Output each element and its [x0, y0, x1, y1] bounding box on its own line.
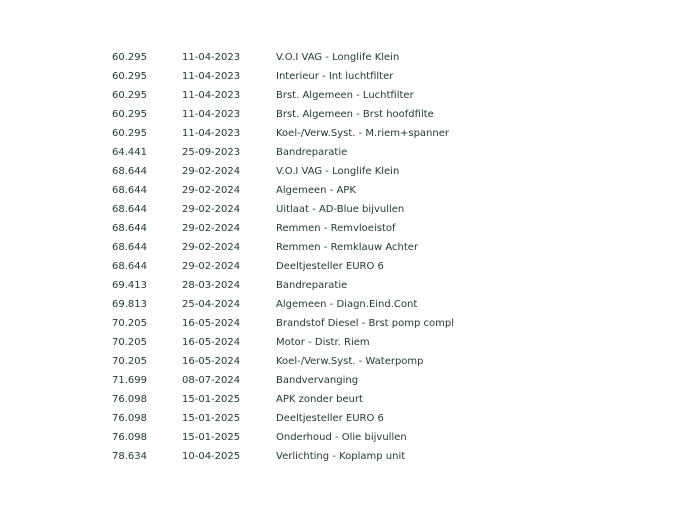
mileage-cell: 69.813	[112, 299, 147, 310]
date-cell: 16-05-2024	[182, 337, 241, 348]
mileage-cell: 68.644	[112, 185, 147, 196]
description-cell: Deeltjesteller EURO 6	[276, 413, 384, 424]
history-row	[112, 67, 672, 86]
date-cell: 15-01-2025	[182, 394, 241, 405]
history-row	[112, 276, 672, 295]
description-cell: Interieur - Int luchtfilter	[276, 71, 394, 82]
mileage-cell: 78.634	[112, 451, 147, 462]
description-cell: Algemeen - Diagn.Eind.Cont	[276, 299, 418, 310]
date-cell: 11-04-2023	[182, 109, 241, 120]
history-row	[112, 105, 672, 124]
mileage-cell: 70.205	[112, 356, 147, 367]
mileage-cell: 64.441	[112, 147, 147, 158]
date-cell: 08-07-2024	[182, 375, 241, 386]
description-cell: V.O.I VAG - Longlife Klein	[276, 52, 400, 63]
date-cell: 16-05-2024	[182, 356, 241, 367]
history-row	[112, 428, 672, 447]
date-cell: 29-02-2024	[182, 242, 241, 253]
mileage-cell: 68.644	[112, 242, 147, 253]
date-cell: 25-09-2023	[182, 147, 241, 158]
description-cell: Koel-/Verw.Syst. - Waterpomp	[276, 356, 424, 367]
history-row	[112, 124, 672, 143]
date-cell: 10-04-2025	[182, 451, 241, 462]
date-cell: 29-02-2024	[182, 204, 241, 215]
mileage-cell: 68.644	[112, 204, 147, 215]
description-cell: V.O.I VAG - Longlife Klein	[276, 166, 400, 177]
description-cell: Brst. Algemeen - Luchtfilter	[276, 90, 414, 101]
date-cell: 11-04-2023	[182, 71, 241, 82]
date-cell: 11-04-2023	[182, 52, 241, 63]
date-cell: 28-03-2024	[182, 280, 241, 291]
mileage-cell: 68.644	[112, 223, 147, 234]
history-row	[112, 181, 672, 200]
mileage-cell: 76.098	[112, 413, 147, 424]
mileage-cell: 69.413	[112, 280, 147, 291]
date-cell: 11-04-2023	[182, 90, 241, 101]
date-cell: 16-05-2024	[182, 318, 241, 329]
history-row	[112, 48, 672, 67]
description-cell: Motor - Distr. Riem	[276, 337, 370, 348]
mileage-cell: 68.644	[112, 166, 147, 177]
mileage-cell: 60.295	[112, 90, 147, 101]
mileage-cell: 68.644	[112, 261, 147, 272]
history-row	[112, 238, 672, 257]
description-cell: Koel-/Verw.Syst. - M.riem+spanner	[276, 128, 449, 139]
mileage-cell: 71.699	[112, 375, 147, 386]
history-row	[112, 352, 672, 371]
description-cell: Remmen - Remklauw Achter	[276, 242, 419, 253]
date-cell: 15-01-2025	[182, 413, 241, 424]
date-cell: 29-02-2024	[182, 223, 241, 234]
description-cell: Uitlaat - AD-Blue bijvullen	[276, 204, 405, 215]
date-cell: 25-04-2024	[182, 299, 241, 310]
maintenance-history-list	[112, 48, 672, 466]
history-row	[112, 371, 672, 390]
history-row	[112, 143, 672, 162]
history-row	[112, 162, 672, 181]
description-cell: Bandreparatie	[276, 147, 348, 158]
mileage-cell: 70.205	[112, 318, 147, 329]
mileage-cell: 76.098	[112, 394, 147, 405]
description-cell: Verlichting - Koplamp unit	[276, 451, 406, 462]
mileage-cell: 60.295	[112, 109, 147, 120]
description-cell: Brandstof Diesel - Brst pomp compl	[276, 318, 454, 329]
description-cell: Bandreparatie	[276, 280, 348, 291]
history-row	[112, 295, 672, 314]
history-row	[112, 447, 672, 466]
history-row	[112, 257, 672, 276]
history-row	[112, 409, 672, 428]
date-cell: 29-02-2024	[182, 261, 241, 272]
history-row	[112, 333, 672, 352]
description-cell: Deeltjesteller EURO 6	[276, 261, 384, 272]
mileage-cell: 60.295	[112, 71, 147, 82]
date-cell: 11-04-2023	[182, 128, 241, 139]
history-row	[112, 86, 672, 105]
description-cell: Brst. Algemeen - Brst hoofdfilte	[276, 109, 434, 120]
mileage-cell: 60.295	[112, 52, 147, 63]
date-cell: 15-01-2025	[182, 432, 241, 443]
date-cell: 29-02-2024	[182, 185, 241, 196]
date-cell: 29-02-2024	[182, 166, 241, 177]
mileage-cell: 60.295	[112, 128, 147, 139]
description-cell: Algemeen - APK	[276, 185, 356, 196]
history-row	[112, 314, 672, 333]
description-cell: APK zonder beurt	[276, 394, 363, 405]
description-cell: Remmen - Remvloeistof	[276, 223, 396, 234]
history-row	[112, 219, 672, 238]
description-cell: Bandvervanging	[276, 375, 359, 386]
description-cell: Onderhoud - Olie bijvullen	[276, 432, 407, 443]
history-row	[112, 390, 672, 409]
mileage-cell: 76.098	[112, 432, 147, 443]
mileage-cell: 70.205	[112, 337, 147, 348]
history-row	[112, 200, 672, 219]
